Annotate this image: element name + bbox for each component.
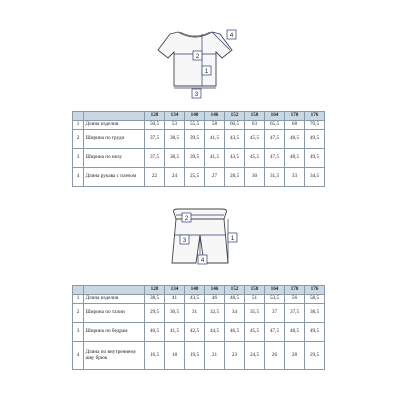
cell-value: 31 [185, 304, 205, 323]
tshirt-drawing [150, 22, 242, 104]
shorts-waistband [174, 209, 227, 219]
size-header: 164 [265, 112, 285, 121]
cell-value: 43,5 [185, 295, 205, 304]
cell-value: 35,5 [245, 304, 265, 323]
row-number: 1 [73, 121, 84, 130]
marker-4: 4 [200, 258, 205, 264]
marker-3: 3 [182, 238, 187, 244]
cell-value: 37 [265, 304, 285, 323]
table-row [73, 121, 325, 130]
table-row [73, 342, 325, 370]
row-label: Ширина по груди [84, 130, 145, 149]
table-row [73, 149, 325, 168]
cell-value: 37,5 [145, 149, 165, 168]
cell-value: 53,5 [265, 295, 285, 304]
row-label: Ширина по бедрам [84, 323, 145, 342]
size-header: 128 [145, 286, 165, 295]
size-header: 146 [205, 286, 225, 295]
row-label: Длина по внутреннему шву брюк [84, 342, 145, 370]
cell-value: 29,5 [145, 304, 165, 323]
table-row [73, 168, 325, 187]
header-blank-label [84, 112, 145, 121]
cell-value: 30 [245, 168, 265, 187]
row-label: Длина рукава с плечом [84, 168, 145, 187]
size-header: 152 [225, 112, 245, 121]
cell-value: 50,5 [145, 121, 165, 130]
cell-value: 51 [245, 295, 265, 304]
shorts-diagram [160, 205, 240, 275]
size-header: 158 [245, 112, 265, 121]
size-header-row [73, 112, 325, 121]
size-header: 176 [305, 112, 325, 121]
table-row [73, 323, 325, 342]
row-label: Ширина по талии [84, 304, 145, 323]
cell-value: 39,5 [185, 130, 205, 149]
cell-value: 16,5 [145, 342, 165, 370]
size-header: 158 [245, 286, 265, 295]
cell-value: 40,5 [145, 323, 165, 342]
cell-value: 63 [245, 121, 265, 130]
table-row [73, 130, 325, 149]
cell-value: 48,5 [225, 295, 245, 304]
cell-value: 38,5 [165, 130, 185, 149]
header-blank-num [73, 286, 84, 295]
cell-value: 24,5 [245, 342, 265, 370]
cell-value: 23 [225, 342, 245, 370]
marker-4: 4 [229, 33, 234, 39]
cell-value: 19,5 [185, 342, 205, 370]
cell-value: 60,5 [225, 121, 245, 130]
cell-value: 49,5 [305, 130, 325, 149]
cell-value: 33 [285, 168, 305, 187]
marker-2: 2 [195, 54, 200, 60]
cell-value: 48,5 [285, 130, 305, 149]
cell-value: 37,5 [285, 304, 305, 323]
cell-value: 38,5 [305, 304, 325, 323]
row-number: 3 [73, 323, 84, 342]
size-header: 152 [225, 286, 245, 295]
cell-value: 58 [205, 121, 225, 130]
cell-value: 25,5 [185, 168, 205, 187]
marker-2: 2 [184, 216, 189, 222]
size-header: 140 [185, 286, 205, 295]
size-header: 146 [205, 112, 225, 121]
shorts-size-table [72, 285, 325, 370]
cell-value: 47,5 [265, 149, 285, 168]
cell-value: 26 [265, 342, 285, 370]
cell-value: 45,5 [245, 323, 265, 342]
cell-value: 48,5 [285, 149, 305, 168]
row-number: 3 [73, 149, 84, 168]
cell-value: 41 [165, 295, 185, 304]
size-header: 128 [145, 112, 165, 121]
cell-value: 45,5 [245, 149, 265, 168]
cell-value: 49,5 [305, 323, 325, 342]
cell-value: 18 [165, 342, 185, 370]
cell-value: 34 [225, 304, 245, 323]
size-header-row [73, 286, 325, 295]
table-row [73, 295, 325, 304]
size-header: 176 [305, 286, 325, 295]
cell-value: 42,5 [185, 323, 205, 342]
cell-value: 41,5 [205, 130, 225, 149]
header-blank-num [73, 112, 84, 121]
cell-value: 41,5 [205, 149, 225, 168]
row-number: 4 [73, 168, 84, 187]
size-header: 134 [165, 112, 185, 121]
size-header: 164 [265, 286, 285, 295]
size-header: 170 [285, 286, 305, 295]
cell-value: 58,5 [305, 295, 325, 304]
row-number: 1 [73, 295, 84, 304]
row-label: Ширина по низу [84, 149, 145, 168]
cell-value: 32,5 [205, 304, 225, 323]
marker-1: 1 [204, 69, 209, 75]
marker-1: 1 [230, 236, 235, 242]
size-header: 170 [285, 112, 305, 121]
cell-value: 55,5 [185, 121, 205, 130]
cell-value: 43,5 [225, 149, 245, 168]
row-number: 4 [73, 342, 84, 370]
cell-value: 47,5 [265, 323, 285, 342]
cell-value: 27 [205, 168, 225, 187]
row-number: 2 [73, 304, 84, 323]
cell-value: 68 [285, 121, 305, 130]
cell-value: 56 [285, 295, 305, 304]
cell-value: 47,5 [265, 130, 285, 149]
row-number: 2 [73, 130, 84, 149]
cell-value: 70,5 [305, 121, 325, 130]
cell-value: 65,5 [265, 121, 285, 130]
cell-value: 46,5 [225, 323, 245, 342]
cell-value: 38,5 [145, 295, 165, 304]
shorts-drawing [160, 205, 240, 275]
cell-value: 21 [205, 342, 225, 370]
row-label: Длина изделия [84, 295, 145, 304]
tshirt-diagram [150, 22, 242, 104]
cell-value: 38,5 [165, 149, 185, 168]
cell-value: 39,5 [185, 149, 205, 168]
cell-value: 34,5 [305, 168, 325, 187]
cell-value: 45,5 [245, 130, 265, 149]
cell-value: 29,5 [305, 342, 325, 370]
table-row [73, 304, 325, 323]
tshirt-size-table [72, 111, 325, 187]
cell-value: 37,5 [145, 130, 165, 149]
cell-value: 28,5 [225, 168, 245, 187]
cell-value: 24 [165, 168, 185, 187]
cell-value: 30,5 [165, 304, 185, 323]
cell-value: 43,5 [225, 130, 245, 149]
row-label: Длина изделия [84, 121, 145, 130]
cell-value: 46 [205, 295, 225, 304]
size-header: 134 [165, 286, 185, 295]
cell-value: 49,5 [305, 149, 325, 168]
cell-value: 22 [145, 168, 165, 187]
cell-value: 48,5 [285, 323, 305, 342]
cell-value: 31,5 [265, 168, 285, 187]
cell-value: 53 [165, 121, 185, 130]
size-header: 140 [185, 112, 205, 121]
cell-value: 28 [285, 342, 305, 370]
header-blank-label [84, 286, 145, 295]
cell-value: 41,5 [165, 323, 185, 342]
cell-value: 44,5 [205, 323, 225, 342]
marker-3: 3 [194, 92, 199, 98]
